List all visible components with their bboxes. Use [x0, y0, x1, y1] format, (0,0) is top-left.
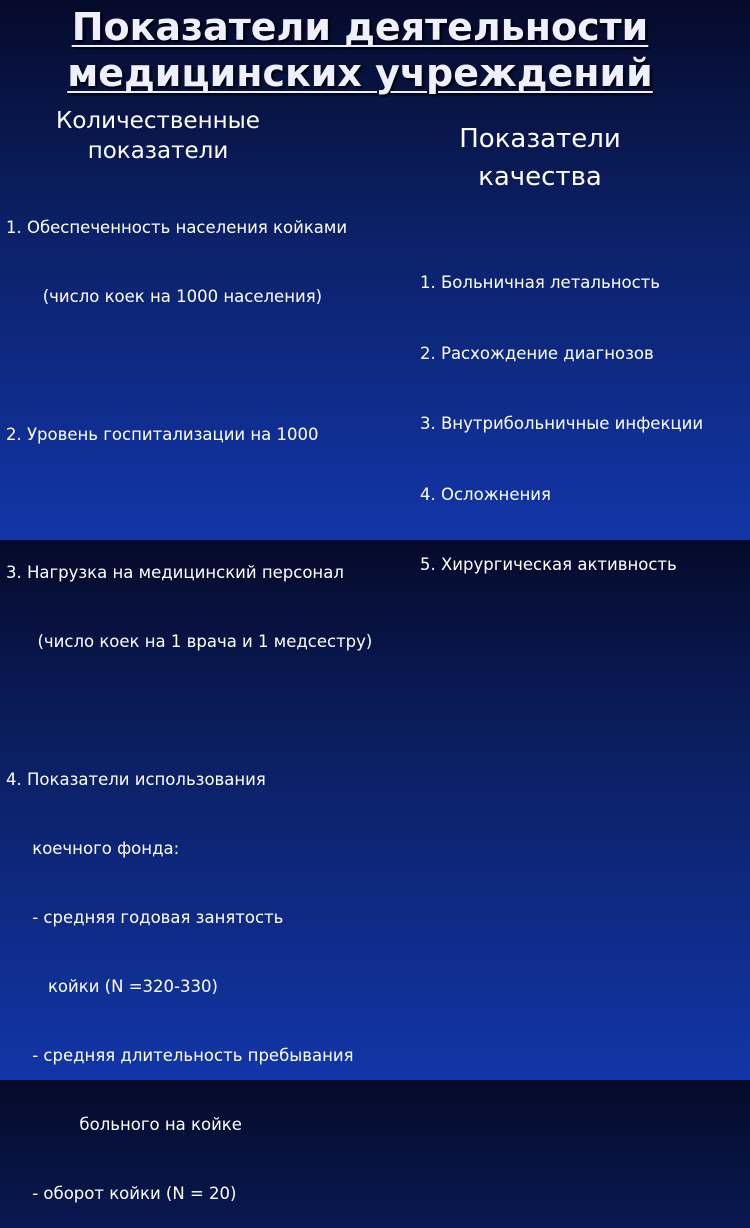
- right-heading-line-2: качества: [478, 162, 602, 192]
- list-item: - оборот койки (N = 20): [6, 1184, 237, 1203]
- list-spacer: [6, 699, 476, 722]
- list-item: (число коек на 1000 населения): [6, 287, 323, 306]
- list-item: койки (N =320-330): [6, 977, 218, 996]
- list-item: 4. Осложнения: [420, 484, 551, 504]
- list-item: 1. Обеспеченность населения койками: [6, 218, 348, 237]
- list-item: - средняя годовая занятость: [6, 908, 284, 927]
- slide-title: [0, 4, 720, 96]
- title-line-1: Показатели деятельности: [71, 5, 649, 49]
- quality-indicators-list: [420, 224, 750, 600]
- quantitative-indicators-list: [6, 170, 476, 1228]
- left-heading-line-1: Количественные: [56, 108, 260, 134]
- list-item: больного на койке: [6, 1115, 242, 1134]
- list-item: коечного фонда:: [6, 839, 180, 858]
- list-item: 4. Показатели использования: [6, 770, 266, 789]
- list-item: 3. Нагрузка на медицинский персонал: [6, 563, 344, 582]
- list-spacer: [6, 354, 476, 377]
- quantitative-indicators-heading: [0, 106, 316, 166]
- left-heading-line-2: показатели: [87, 138, 229, 164]
- list-item: 2. Расхождение диагнозов: [420, 343, 654, 363]
- right-heading-line-1: Показатели: [459, 124, 621, 154]
- list-item: 5. Хирургическая активность: [420, 555, 677, 574]
- title-line-2: медицинских учреждений: [67, 51, 653, 95]
- list-item: 2. Уровень госпитализации на 1000: [6, 425, 319, 444]
- list-item: 3. Внутрибольничные инфекции: [420, 414, 704, 433]
- list-item: (число коек на 1 врача и 1 медсестру): [6, 632, 373, 651]
- list-spacer: [6, 492, 476, 515]
- list-item: 1. Больничная летальность: [420, 273, 660, 292]
- list-item: - средняя длительность пребывания: [6, 1046, 354, 1065]
